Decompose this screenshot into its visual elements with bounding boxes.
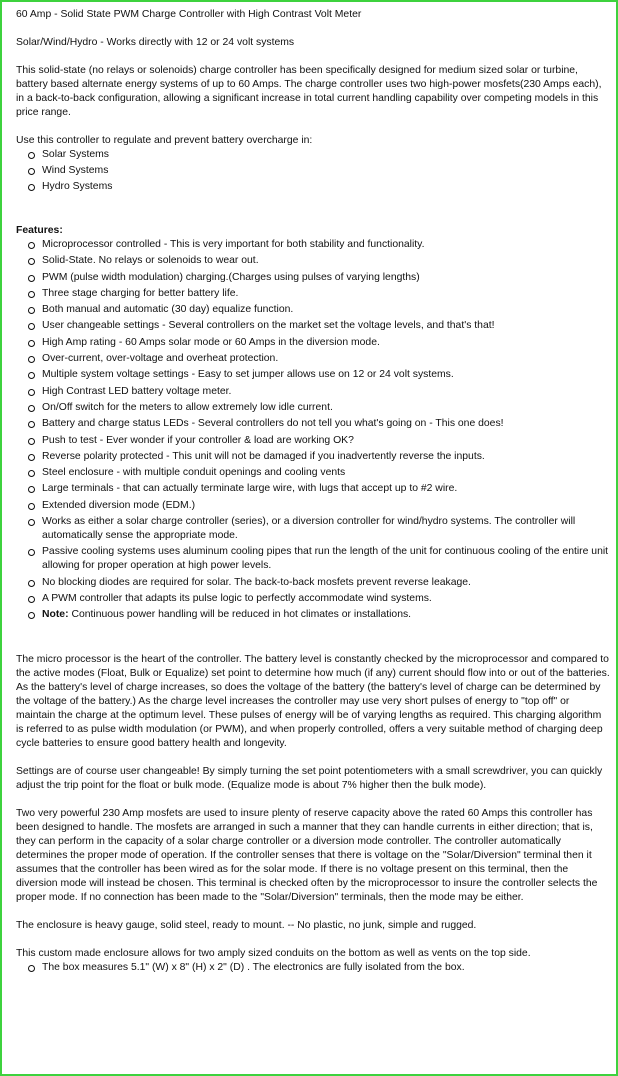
intro-paragraph: This solid-state (no relays or solenoids) charge controller has been specifically designed for medium sized solar or turbine, battery based alternate energy systems of up to 60 Amps. The charge controller uses two high-power mosfets(230 Amps each), in a back-to-back configuration, allowing a significant increase in total current handling capability over competing models in this price range. (16, 65, 602, 118)
list-item: Solid-State. No relays or solenoids to wear out. (16, 254, 610, 268)
list-item: Extended diversion mode (EDM.) (16, 499, 610, 513)
list-item: Works as either a solar charge controller (series), or a diversion controller for wind/hydro systems. The controller will automatically sense the appropriate mode. (16, 515, 610, 543)
list-item: High Contrast LED battery voltage meter. (16, 385, 610, 399)
enclosure-paragraph: The enclosure is heavy gauge, solid steel, ready to mount. -- No plastic, no junk, simple and rugged. (16, 919, 477, 931)
list-item: Microprocessor controlled - This is very important for both stability and functionality. (16, 238, 610, 252)
list-item: Steel enclosure - with multiple conduit openings and cooling vents (16, 466, 610, 480)
product-description (2, 2, 616, 975)
microprocessor-paragraph: The micro processor is the heart of the controller. The battery level is constantly checked by the microprocessor and compared to the active modes (Float, Bulk or Equalize) set point to determine how much (if any) current should flow into or out of the batteries. As the battery's level of charge increases, so does the voltage of the battery (the battery's level of charge can be determined by the voltage of the battery.) As the charge level increases the controller may use very short pulses of energy to "top off" or maintain the charge at the optimum level. These pulses of energy will be of varying lengths as required. This charging algorithm is referred to as pulse width modulation (or PWM), and when properly controlled, offers a very suitable method of charging deep cycle batteries to ensure good battery health and longevity. (16, 653, 610, 749)
list-item: Push to test - Ever wonder if your controller & load are working OK? (16, 434, 610, 448)
list-item: On/Off switch for the meters to allow extremely low idle current. (16, 401, 610, 415)
note-item (16, 608, 610, 622)
page-title: 60 Amp - Solid State PWM Charge Controller with High Contrast Volt Meter (16, 9, 362, 20)
subtitle: Solar/Wind/Hydro - Works directly with 12 or 24 volt systems (16, 37, 295, 48)
list-item: The box measures 5.1" (W) x 8" (H) x 2" (D) . The electronics are fully isolated from the box. (16, 961, 610, 975)
features-heading: Features: (16, 225, 63, 236)
list-item: User changeable settings - Several controllers on the market set the voltage levels, and that's that! (16, 319, 610, 333)
list-item: Hydro Systems (16, 180, 610, 194)
list-item: PWM (pulse width modulation) charging.(Charges using pulses of varying lengths) (16, 271, 610, 285)
list-item: Both manual and automatic (30 day) equalize function. (16, 303, 610, 317)
list-item: Wind Systems (16, 164, 610, 178)
list-item: Large terminals - that can actually terminate large wire, with lugs that accept up to #2 wire. (16, 482, 610, 496)
settings-paragraph: Settings are of course user changeable! By simply turning the set point potentiometers with a small screwdriver, you can quickly adjust the trip point for the float or bulk mode. (Equalize mode is about 7% higher then the bulk mode). (16, 765, 603, 791)
list-item: No blocking diodes are required for solar. The back-to-back mosfets prevent reverse leakage. (16, 576, 610, 590)
list-item: A PWM controller that adapts its pulse logic to perfectly accommodate wind systems. (16, 592, 610, 606)
features-list (16, 238, 610, 622)
use-intro: Use this controller to regulate and prevent battery overcharge in: (16, 135, 313, 146)
list-item: Solar Systems (16, 148, 610, 162)
mosfets-paragraph: Two very powerful 230 Amp mosfets are used to insure plenty of reserve capacity above the rated 60 Amps this controller has been designed to handle. The mosfets are arranged in such a manner that they can handle currents in either direction; that is, they can perform in the capacity of a solar charge controller or a diversion mode controller. The controller automatically determines the proper mode of operation. If the controller senses that there is voltage on the "Solar/Diversion" terminal then it assumes that the controller has been wired as for the solar mode. If there is no voltage present on this terminal, then the diversion mode will instead be chosen. This terminal is checked often by the microprocessor to insure the controller selects the proper mode. If no connection has been made to the "Solar/Diversion" terminals, then the mode may be either. (16, 807, 598, 903)
custom-enclosure-paragraph: This custom made enclosure allows for two amply sized conduits on the bottom as well as vents on the top side. (16, 947, 531, 959)
note-text: Continuous power handling will be reduced in hot climates or installations. (68, 609, 412, 621)
systems-list (16, 148, 610, 194)
list-item: Reverse polarity protected - This unit will not be damaged if you inadvertently reverse the inputs. (16, 450, 610, 464)
note-label: Note: (42, 609, 69, 621)
list-item: High Amp rating - 60 Amps solar mode or 60 Amps in the diversion mode. (16, 336, 610, 350)
list-item: Battery and charge status LEDs - Several controllers do not tell you what's going on - This one does! (16, 417, 610, 431)
list-item: Three stage charging for better battery life. (16, 287, 610, 301)
list-item: Multiple system voltage settings - Easy to set jumper allows use on 12 or 24 volt systems. (16, 368, 610, 382)
list-item: Passive cooling systems uses aluminum cooling pipes that run the length of the unit for continuous cooling of the entire unit allowing for proper operation at high power levels. (16, 545, 610, 573)
box-list (16, 961, 610, 975)
list-item: Over-current, over-voltage and overheat protection. (16, 352, 610, 366)
